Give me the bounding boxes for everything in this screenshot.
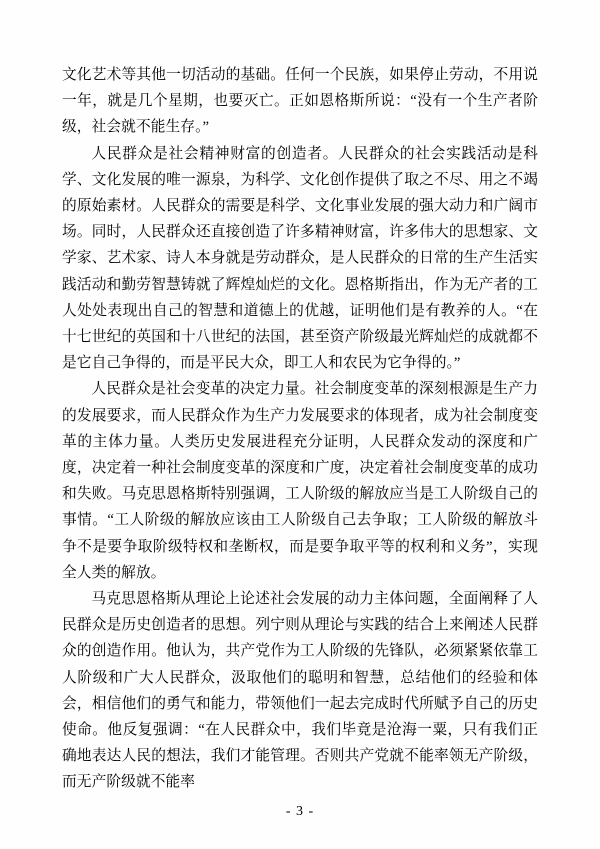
paragraph-4: 马克思恩格斯从理论上论述社会发展的动力主体问题，全面阐释了人民群众是历史创造者的思想。列宁则从理论与实践的结合上来阐述人民群众的创造作用。他认为，共产党作为工人阶级的先锋队，必须紧紧依靠工人阶级和广大人民群众，汲取他们的聪明和智慧，总结他们的经验和体会，相信他们的勇气和能力，带领他们一起去完成时代所赋予自己的历史使命。他反复强调：“在人民群众中，我们毕竟是沧海一粟，只有我们正确地表达人民的想法，我们才能管理。否则共产党就不能率领无产阶级，而无产阶级就不能率 — [62, 591, 538, 791]
paragraph-2: 人民群众是社会精神财富的创造者。人民群众的社会实践活动是科学、文化发展的唯一源泉，为科学、文化创作提供了取之不尽、用之不竭的原始素材。人民群众的需要是科学、文化事业发展的强大动力和广阔市场。同时，人民群众还直接创造了许多精神财富，许多伟大的思想家、文学家、艺术家、诗人本身就是劳动群众，是人民群众的日常的生产生活实践活动和勤劳智慧铸就了辉煌灿烂的文化。恩格斯指出，作为无产者的工人处处表现出自己的智慧和道德上的优越，证明他们是有教养的人。“在十七世纪的英国和十八世纪的法国，甚至资产阶级最光辉灿烂的成就都不是它自己争得的，而是平民大众，即工人和农民为它争得的。” — [62, 145, 538, 372]
page-number: - 3 - — [285, 803, 315, 819]
paragraph-3: 人民群众是社会变革的决定力量。社会制度变革的深刻根源是生产力的发展要求，而人民群众作为生产力发展要求的体现者，成为社会制度变革的主体力量。人类历史发展进程充分证明，人民群众发动的深度和广度，决定着一种社会制度变革的深度和广度，决定着社会制度变革的成功和失败。马克思恩格斯特别强调，工人阶级的解放应当是工人阶级自己的事情。“工人阶级的解放应该由工人阶级自己去争取；工人阶级的解放斗争不是要争取阶级特权和垄断权，而是要争取平等的权利和义务”，实现全人类的解放。 — [62, 381, 538, 581]
document-body — [62, 62, 538, 796]
paragraph-1: 文化艺术等其他一切活动的基础。任何一个民族，如果停止劳动，不用说一年，就是几个星期，也要灭亡。正如恩格斯所说：“没有一个生产者阶级，社会就不能生存。” — [62, 67, 538, 136]
